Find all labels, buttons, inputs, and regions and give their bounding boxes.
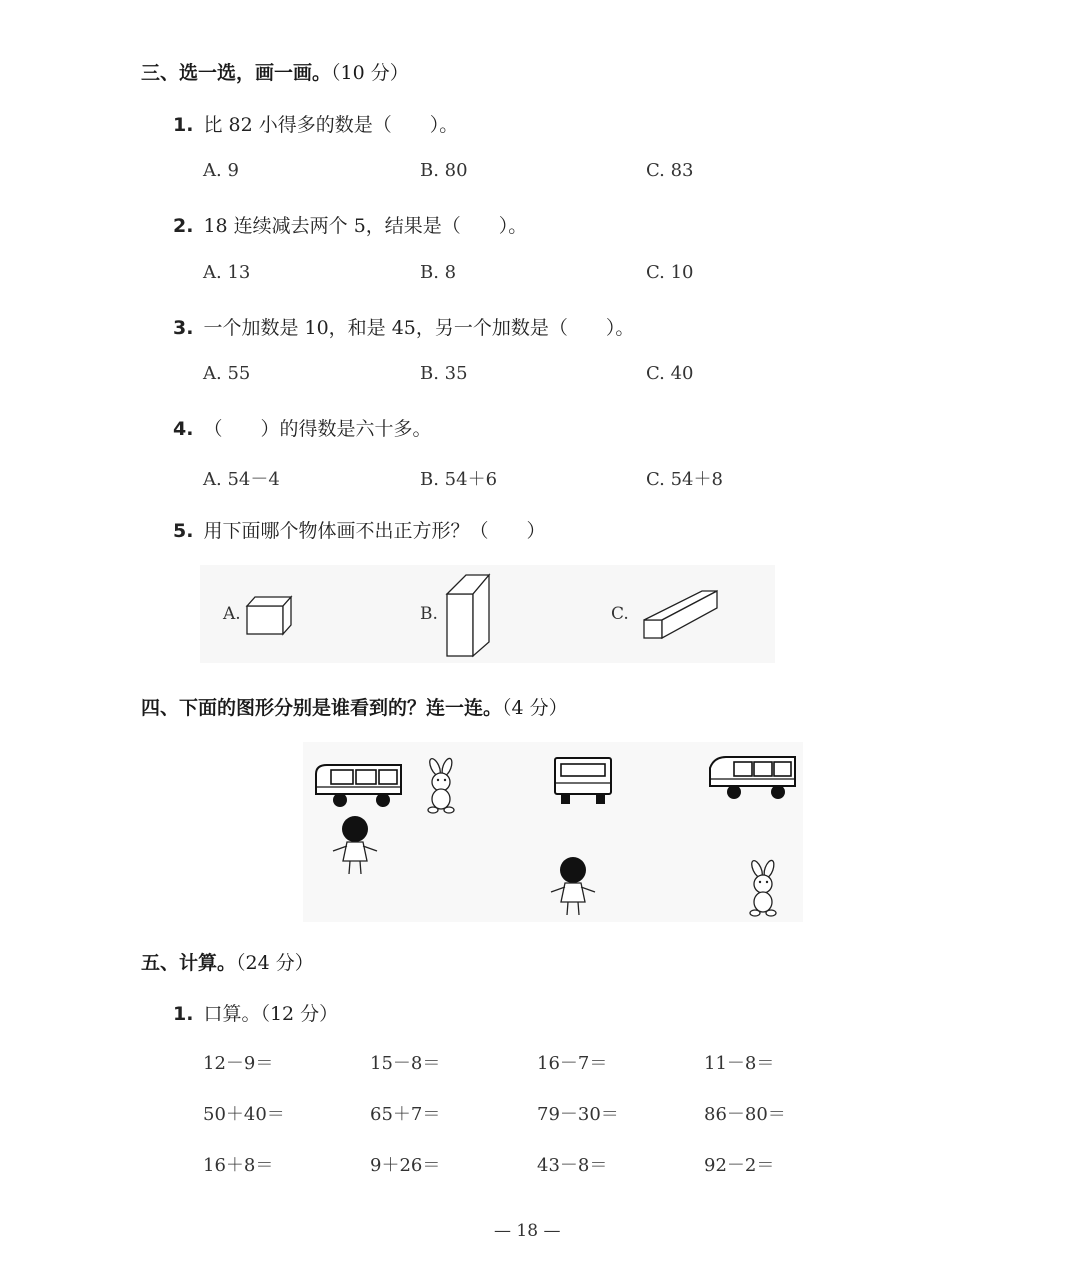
calc-item: 16－7＝ [537, 1053, 608, 1074]
bus-side-view-2 [706, 754, 798, 802]
rabbit-1 [415, 758, 465, 814]
calc-item: 12－9＝ [203, 1053, 274, 1074]
calc-item: 50＋40＝ [203, 1104, 285, 1125]
section-5-heading [141, 948, 314, 975]
question-text: 比 82 小得多的数是（ ）。 [203, 114, 459, 136]
question-text: （ ）的得数是六十多。 [203, 418, 432, 440]
cube-drawing [243, 594, 295, 636]
option-c[interactable]: C. 10 [646, 262, 694, 283]
calc-item: 15－8＝ [370, 1053, 441, 1074]
section-5-title: 五、计算。 [141, 952, 237, 974]
question-1 [173, 110, 458, 137]
calc-item: 9＋26＝ [370, 1155, 441, 1176]
question-text: 一个加数是 10，和是 45，另一个加数是（ ）。 [203, 317, 635, 339]
option-b[interactable]: B. 35 [420, 363, 468, 384]
option-a[interactable]: A. 9 [203, 160, 239, 181]
page-number: — 18 — [494, 1221, 561, 1241]
option-c[interactable]: C. [611, 604, 629, 624]
question-4 [173, 414, 431, 441]
calc-item: 92－2＝ [704, 1155, 775, 1176]
calc-item: 11－8＝ [704, 1053, 775, 1074]
option-b[interactable]: B. 8 [420, 262, 457, 283]
subsection-number: 1. [173, 1003, 194, 1025]
section-3-points: （10 分） [331, 62, 409, 84]
question-number: 1. [173, 114, 194, 136]
section-4-heading [141, 693, 568, 720]
calc-item: 86－80＝ [704, 1104, 786, 1125]
calc-item: 43－8＝ [537, 1155, 608, 1176]
tall-cuboid-drawing [444, 572, 494, 660]
option-c[interactable]: C. 54＋8 [646, 469, 723, 490]
section-5-points: （24 分） [236, 952, 314, 974]
question-number: 3. [173, 317, 194, 339]
bus-front-view [551, 755, 615, 807]
child-2 [547, 856, 599, 918]
question-5 [173, 516, 545, 543]
question-2 [173, 211, 527, 238]
question-text: 18 连续减去两个 5，结果是（ ）。 [203, 215, 528, 237]
section-3-heading [141, 58, 409, 85]
calc-item: 16＋8＝ [203, 1155, 274, 1176]
question-number: 5. [173, 520, 194, 542]
section-4-title: 四、下面的图形分别是谁看到的？连一连。 [141, 697, 503, 719]
long-cuboid-drawing [641, 588, 721, 642]
calc-item: 65＋7＝ [370, 1104, 441, 1125]
option-a[interactable]: A. [223, 604, 241, 624]
child-1 [329, 815, 381, 877]
bus-side-view-1 [313, 762, 405, 810]
question-number: 2. [173, 215, 194, 237]
option-c[interactable]: C. 40 [646, 363, 694, 384]
option-c[interactable]: C. 83 [646, 160, 694, 181]
subsection-points: （12 分） [260, 1003, 339, 1025]
option-b[interactable]: B. 54＋6 [420, 469, 498, 490]
option-b[interactable]: B. 80 [420, 160, 468, 181]
option-a[interactable]: A. 13 [203, 262, 251, 283]
section-4-points: （4 分） [502, 697, 568, 719]
subsection-1-heading [173, 999, 338, 1026]
option-b[interactable]: B. [420, 604, 438, 624]
question-text: 用下面哪个物体画不出正方形？（ ） [203, 520, 546, 542]
question-number: 4. [173, 418, 194, 440]
subsection-title: 口算。 [203, 1003, 261, 1025]
option-a[interactable]: A. 55 [203, 363, 251, 384]
question-3 [173, 313, 634, 340]
calc-item: 79－30＝ [537, 1104, 619, 1125]
section-3-title: 三、选一选，画一画。 [141, 62, 332, 84]
rabbit-2 [737, 860, 787, 918]
option-a[interactable]: A. 54－4 [203, 469, 280, 490]
